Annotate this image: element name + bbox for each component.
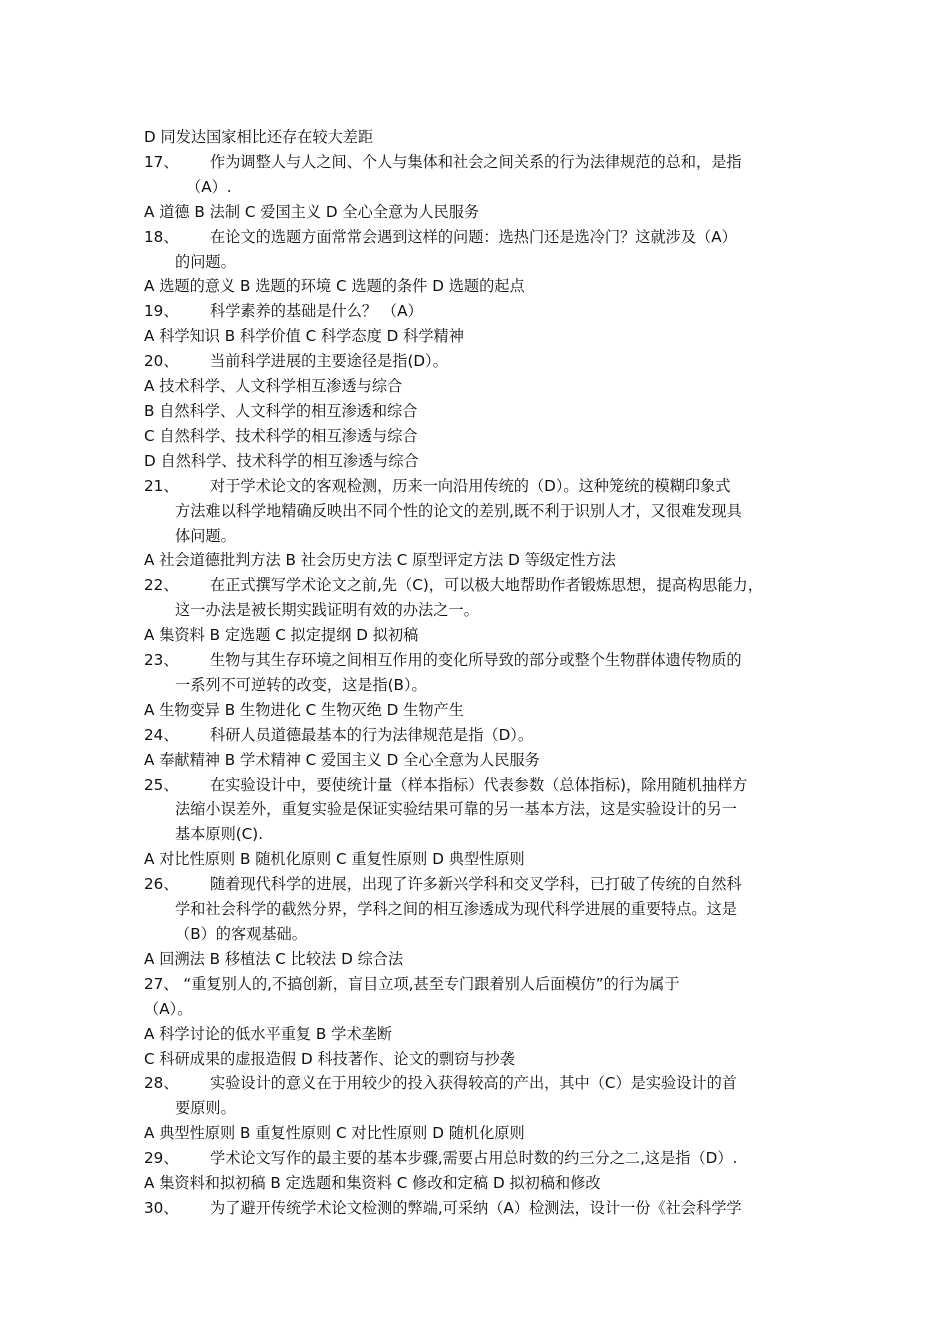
answer-options: A 集资料 B 定选题 C 拟定提纲 D 拟初稿: [144, 626, 419, 645]
question-number: 18、: [144, 227, 179, 246]
question-text-continued: （B）的客观基础。: [175, 925, 307, 943]
answer-options: A 选题的意义 B 选题的环境 C 选题的条件 D 选题的起点: [144, 277, 525, 296]
answer-options: A 社会道德批判方法 B 社会历史方法 C 原型评定方法 D 等级定性方法: [144, 551, 616, 570]
question-text-continued: 法缩小误差外，重复实验是保证实验结果可靠的另一基本方法，这是实验设计的另一: [175, 800, 737, 819]
question-number: 26、: [144, 875, 179, 894]
question-text: 作为调整人与人之间、个人与集体和社会之间关系的行为法律规范的总和，是指: [210, 152, 742, 171]
answer-options: A 奉献精神 B 学术精神 C 爱国主义 D 全心全意为人民服务: [144, 750, 540, 769]
answer-options: A 对比性原则 B 随机化原则 C 重复性原则 D 典型性原则: [144, 850, 525, 869]
question-number: 17、: [144, 152, 179, 171]
answer-options: A 生物变异 B 生物进化 C 生物灭绝 D 生物产生: [144, 700, 464, 719]
document-body: [144, 125, 824, 1221]
question-24: [144, 723, 824, 748]
answer-option: C 科研成果的虚报造假 D 科技著作、论文的剽窃与抄袭: [144, 1049, 515, 1068]
answer-options: A 科学知识 B 科学价值 C 科学态度 D 科学精神: [144, 327, 464, 346]
question-text: 为了避开传统学术论文检测的弊端,可采纳（A）检测法，设计一份《社会科学学: [210, 1198, 742, 1217]
question-23: [144, 648, 824, 673]
question-text: 当前科学进展的主要途径是指(D）。: [210, 352, 448, 371]
answer-options: A 集资料和拟初稿 B 定选题和集资料 C 修改和定稿 D 拟初稿和修改: [144, 1174, 601, 1193]
question-29: [144, 1146, 824, 1171]
question-20: [144, 349, 824, 374]
question-28: [144, 1071, 824, 1096]
question-number: 20、: [144, 352, 179, 371]
question-27: 27、 “重复别人的,不搞创新，盲目立项,甚至专门跟着别人后面模仿”的行为属于: [144, 974, 680, 993]
question-22: [144, 573, 824, 598]
question-text: 学术论文写作的最主要的基本步骤,需要占用总时数的约三分之二,这是指（D）.: [210, 1149, 738, 1168]
question-number: 28、: [144, 1074, 179, 1093]
question-19: [144, 299, 824, 324]
answer-options: A 回溯法 B 移植法 C 比较法 D 综合法: [144, 949, 404, 968]
text-line: D 同发达国家相比还存在较大差距: [144, 128, 374, 146]
question-text-continued: 体问题。: [175, 526, 236, 545]
question-text: 生物与其生存环境之间相互作用的变化所导致的部分或整个生物群体遗传物质的: [210, 651, 742, 670]
question-number: 19、: [144, 302, 179, 321]
question-text-continued: （A）.: [186, 177, 232, 196]
question-number: 24、: [144, 725, 179, 744]
question-number: 22、: [144, 576, 179, 595]
question-26: [144, 872, 824, 897]
question-text: 随着现代科学的进展，出现了许多新兴学科和交叉学科，已打破了传统的自然科: [210, 875, 742, 894]
answer-option: A 科学讨论的低水平重复 B 学术垄断: [144, 1024, 392, 1043]
answer-options: A 典型性原则 B 重复性原则 C 对比性原则 D 随机化原则: [144, 1124, 525, 1143]
question-text-continued: 一系列不可逆转的改变，这是指(B）。: [175, 675, 427, 694]
question-text: 对于学术论文的客观检测，历来一向沿用传统的（D）。这种笼统的模糊印象式: [210, 476, 731, 495]
question-text: 在论文的选题方面常常会遇到这样的问题：选热门还是选冷门？这就涉及（A）: [210, 227, 737, 246]
question-number: 23、: [144, 651, 179, 670]
question-number: 25、: [144, 775, 179, 794]
question-text: 在正式撰写学术论文之前,先（C)，可以极大地帮助作者锻炼思想，提高构思能力，: [210, 576, 763, 595]
question-25: [144, 773, 824, 798]
question-text-continued: 基本原则(C).: [175, 825, 264, 844]
question-17: [144, 150, 824, 175]
question-text-continued: （A）。: [144, 999, 193, 1018]
question-text-continued: 方法难以科学地精确反映出不同个性的论文的差别,既不利于识别人才，又很难发现具: [175, 501, 742, 520]
answer-option: A 技术科学、人文科学相互渗透与综合: [144, 377, 403, 396]
question-number: 21、: [144, 476, 179, 495]
question-text-continued: 的问题。: [175, 252, 236, 271]
question-text: 在实验设计中，要使统计量（样本指标）代表参数（总体指标)，除用随机抽样方: [210, 775, 748, 794]
question-text-continued: 这一办法是被长期实践证明有效的办法之一。: [175, 601, 479, 620]
question-text: 实验设计的意义在于用较少的投入获得较高的产出，其中（C）是实验设计的首: [210, 1074, 737, 1093]
question-21: [144, 474, 824, 499]
question-text: 科学素养的基础是什么？ （A）: [210, 302, 423, 321]
question-text: 科研人员道德最基本的行为法律规范是指（D）。: [210, 725, 534, 744]
answer-options: A 道德 B 法制 C 爱国主义 D 全心全意为人民服务: [144, 202, 480, 221]
question-text-continued: 要原则。: [175, 1099, 236, 1118]
question-number: 29、: [144, 1149, 179, 1168]
answer-option: B 自然科学、人文科学的相互渗透和综合: [144, 401, 418, 420]
question-18: [144, 225, 824, 250]
question-number: 30、: [144, 1198, 179, 1217]
question-text-continued: 学和社会科学的截然分界，学科之间的相互渗透成为现代科学进展的重要特点。这是: [175, 900, 737, 919]
answer-option: D 自然科学、技术科学的相互渗透与综合: [144, 451, 419, 470]
question-30: [144, 1196, 824, 1221]
answer-option: C 自然科学、技术科学的相互渗透与综合: [144, 426, 418, 445]
